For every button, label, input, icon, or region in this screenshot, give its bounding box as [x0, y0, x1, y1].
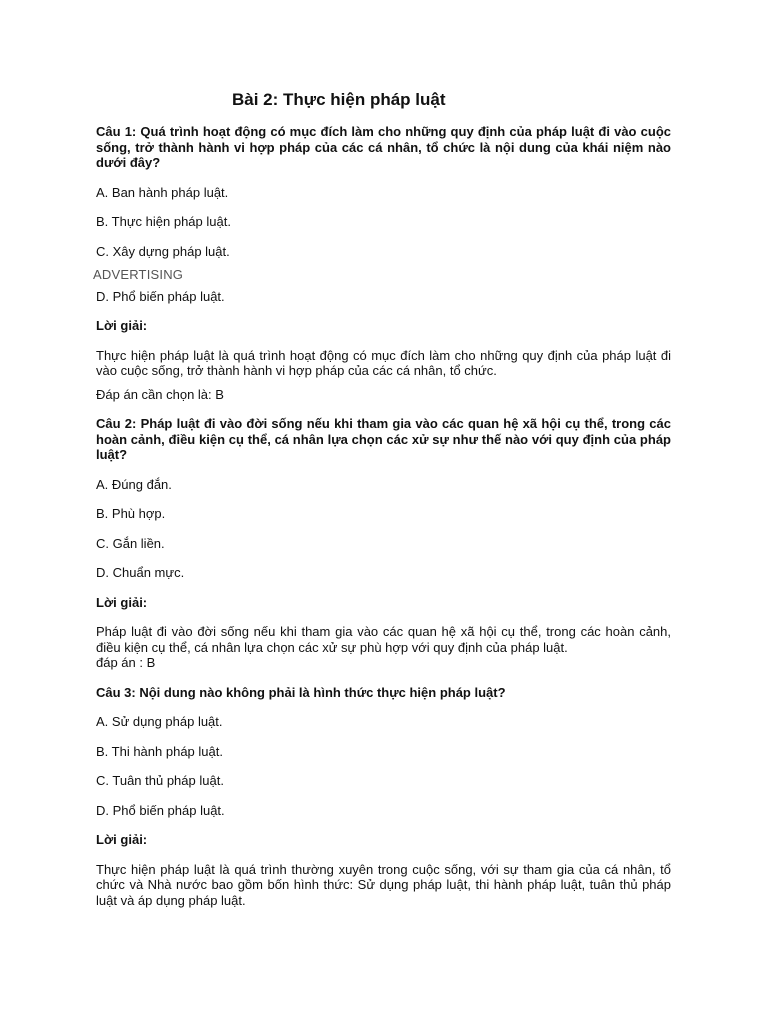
- page-title: Bài 2: Thực hiện pháp luật: [232, 90, 446, 109]
- question-1: Câu 1: Quá trình hoạt động có mục đích làm cho những quy định của pháp luật đi vào cuộc sống, trở thành hành vi hợp pháp của các cá nhân, tổ chức là nội dung của khái niệm nào dưới đây?: [96, 124, 671, 170]
- q1-solution-heading: Lời giải:: [96, 318, 148, 333]
- q3-option-a: A. Sử dụng pháp luật.: [96, 714, 223, 729]
- q3-solution-heading: Lời giải:: [96, 832, 148, 847]
- question-3: Câu 3: Nội dung nào không phải là hình thức thực hiện pháp luật?: [96, 684, 506, 700]
- advertising-label: ADVERTISING: [93, 267, 184, 282]
- q1-solution: Thực hiện pháp luật là quá trình hoạt động có mục đích làm cho những quy định của pháp luật đi vào cuộc sống, trở thành hành vi hợp pháp của các cá nhân, tổ chức.: [96, 347, 671, 378]
- q1-answer: Đáp án cần chọn là: B: [96, 386, 224, 402]
- q2-option-b: B. Phù hợp.: [96, 506, 166, 521]
- q2-solution: Pháp luật đi vào đời sống nếu khi tham gia vào các quan hệ xã hội cụ thể, trong các hoàn cảnh, điều kiện cụ thể, cá nhân lựa chọn các xử sự phù hợp với quy định của pháp luật.: [96, 624, 671, 655]
- q3-option-b: B. Thi hành pháp luật.: [96, 743, 223, 759]
- q2-option-d: D. Chuẩn mực.: [96, 565, 185, 580]
- q2-answer: đáp án : B: [96, 655, 156, 670]
- q3-solution: Thực hiện pháp luật là quá trình thường xuyên trong cuộc sống, với sự tham gia của cá nhân, tổ chức và Nhà nước bao gồm bốn hình thức: Sử dụng pháp luật, thi hành pháp luật, tuân thủ pháp luật và áp dụng pháp luật.: [96, 861, 671, 908]
- q1-option-a: A. Ban hành pháp luật.: [96, 184, 229, 200]
- q3-option-d: D. Phổ biến pháp luật.: [96, 802, 225, 818]
- question-2: Câu 2: Pháp luật đi vào đời sống nếu khi tham gia vào các quan hệ xã hội cụ thể, trong các hoàn cảnh, điều kiện cụ thể, cá nhân lựa chọn các xử sự như thế nào với quy định của pháp luật?: [96, 416, 671, 462]
- q2-option-a: A. Đúng đắn.: [96, 476, 172, 492]
- q2-option-c: C. Gắn liền.: [96, 535, 165, 551]
- q1-option-b: B. Thực hiện pháp luật.: [96, 214, 231, 229]
- q3-option-c: C. Tuân thủ pháp luật.: [96, 773, 224, 788]
- q1-option-c: C. Xây dựng pháp luật.: [96, 243, 230, 259]
- q1-option-d: D. Phổ biến pháp luật.: [96, 288, 225, 304]
- document-body: [93, 124, 671, 922]
- q2-solution-heading: Lời giải:: [96, 594, 148, 610]
